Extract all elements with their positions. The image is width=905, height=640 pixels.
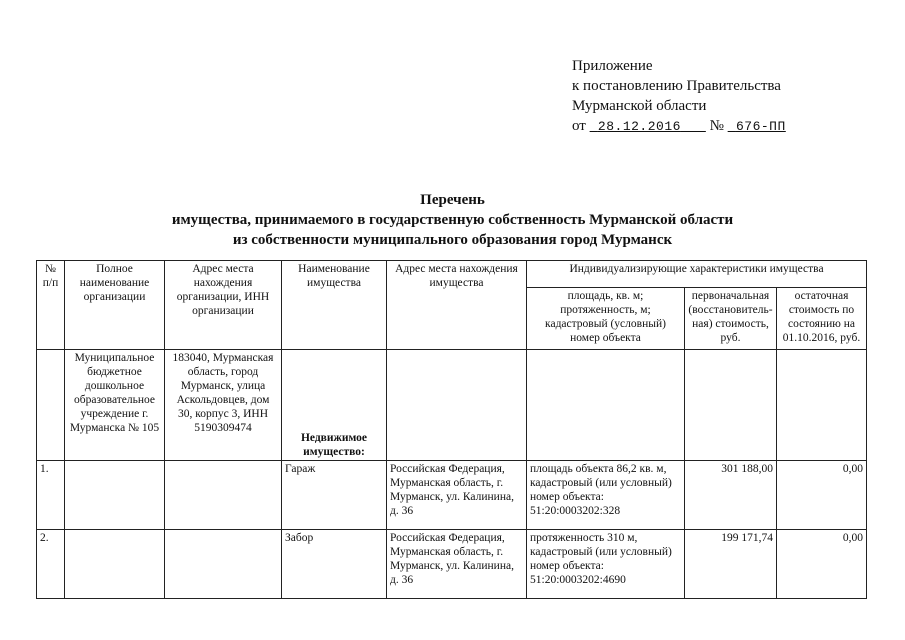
row-empty-org <box>65 530 165 599</box>
appendix-decree-ref: к постановлению Правительства <box>572 78 781 94</box>
header-num: № п/п <box>37 261 65 350</box>
header-property-address: Адрес места нахождения имущества <box>387 261 527 350</box>
title-line-3: из собственности муниципального образования город Мурманск <box>232 232 673 248</box>
row-empty-org-address <box>165 461 282 530</box>
row-property-name: Забор <box>282 530 387 599</box>
org-row-empty-1 <box>387 350 527 461</box>
row-initial-cost: 301 188,00 <box>685 461 777 530</box>
org-name-cell: Муниципальное бюджетное дошкольное образовательное учреждение г. Мурманска № 105 <box>65 350 165 461</box>
org-row-empty-2 <box>527 350 685 461</box>
header-initial-cost: первоначальная (восстановитель-ная) стоимость, руб. <box>685 288 777 350</box>
appendix-region: Мурманской области <box>572 98 707 114</box>
row-residual-cost: 0,00 <box>777 461 867 530</box>
appendix-date-line <box>572 116 786 137</box>
header-characteristics-group: Индивидуализирующие характеристики имущества <box>527 261 867 288</box>
org-address-cell: 183040, Мурманская область, город Мурманск, улица Аскольдовцев, дом 30, корпус 3, ИНН 5190309474 <box>165 350 282 461</box>
appendix-block <box>572 56 786 137</box>
date-prefix: от <box>572 118 586 134</box>
row-characteristics: площадь объекта 86,2 кв. м, кадастровый (или условный) номер объекта: 51:20:0003202:328 <box>527 461 685 530</box>
decree-number: 676-ПП <box>735 119 786 134</box>
property-register-table <box>36 260 867 599</box>
org-row <box>37 350 867 461</box>
title-line-1: Перечень <box>420 192 485 208</box>
header-org-name: Полное наименование организации <box>65 261 165 350</box>
row-characteristics: протяженность 310 м, кадастровый (или условный) номер объекта: 51:20:0003202:4690 <box>527 530 685 599</box>
appendix-label: Приложение <box>572 58 653 74</box>
row-num: 2. <box>37 530 65 599</box>
org-row-num <box>37 350 65 461</box>
title-line-2: имущества, принимаемого в государственную собственность Мурманской области <box>171 212 734 228</box>
row-property-address: Российская Федерация, Мурманская область, г. Мурманск, ул. Калинина, д. 36 <box>387 461 527 530</box>
row-property-name: Гараж <box>282 461 387 530</box>
row-empty-org-address <box>165 530 282 599</box>
row-num: 1. <box>37 461 65 530</box>
row-residual-cost: 0,00 <box>777 530 867 599</box>
table-row <box>37 461 867 530</box>
org-row-empty-4 <box>777 350 867 461</box>
header-row-1 <box>37 261 867 288</box>
org-row-empty-3 <box>685 350 777 461</box>
header-area: площадь, кв. м; протяженность, м; кадастровый (условный) номер объекта <box>527 288 685 350</box>
table-row <box>37 530 867 599</box>
document-title <box>0 190 905 250</box>
property-category-cell: Недвижимое имущество: <box>282 350 387 461</box>
number-prefix: № <box>709 118 724 134</box>
row-empty-org <box>65 461 165 530</box>
decree-date: 28.12.2016 <box>597 119 681 134</box>
row-property-address: Российская Федерация, Мурманская область, г. Мурманск, ул. Калинина, д. 36 <box>387 530 527 599</box>
header-org-address: Адрес места нахождения организации, ИНН организации <box>165 261 282 350</box>
row-initial-cost: 199 171,74 <box>685 530 777 599</box>
header-residual-cost: остаточная стоимость по состоянию на 01.10.2016, руб. <box>777 288 867 350</box>
header-property-name: Наименование имущества <box>282 261 387 350</box>
